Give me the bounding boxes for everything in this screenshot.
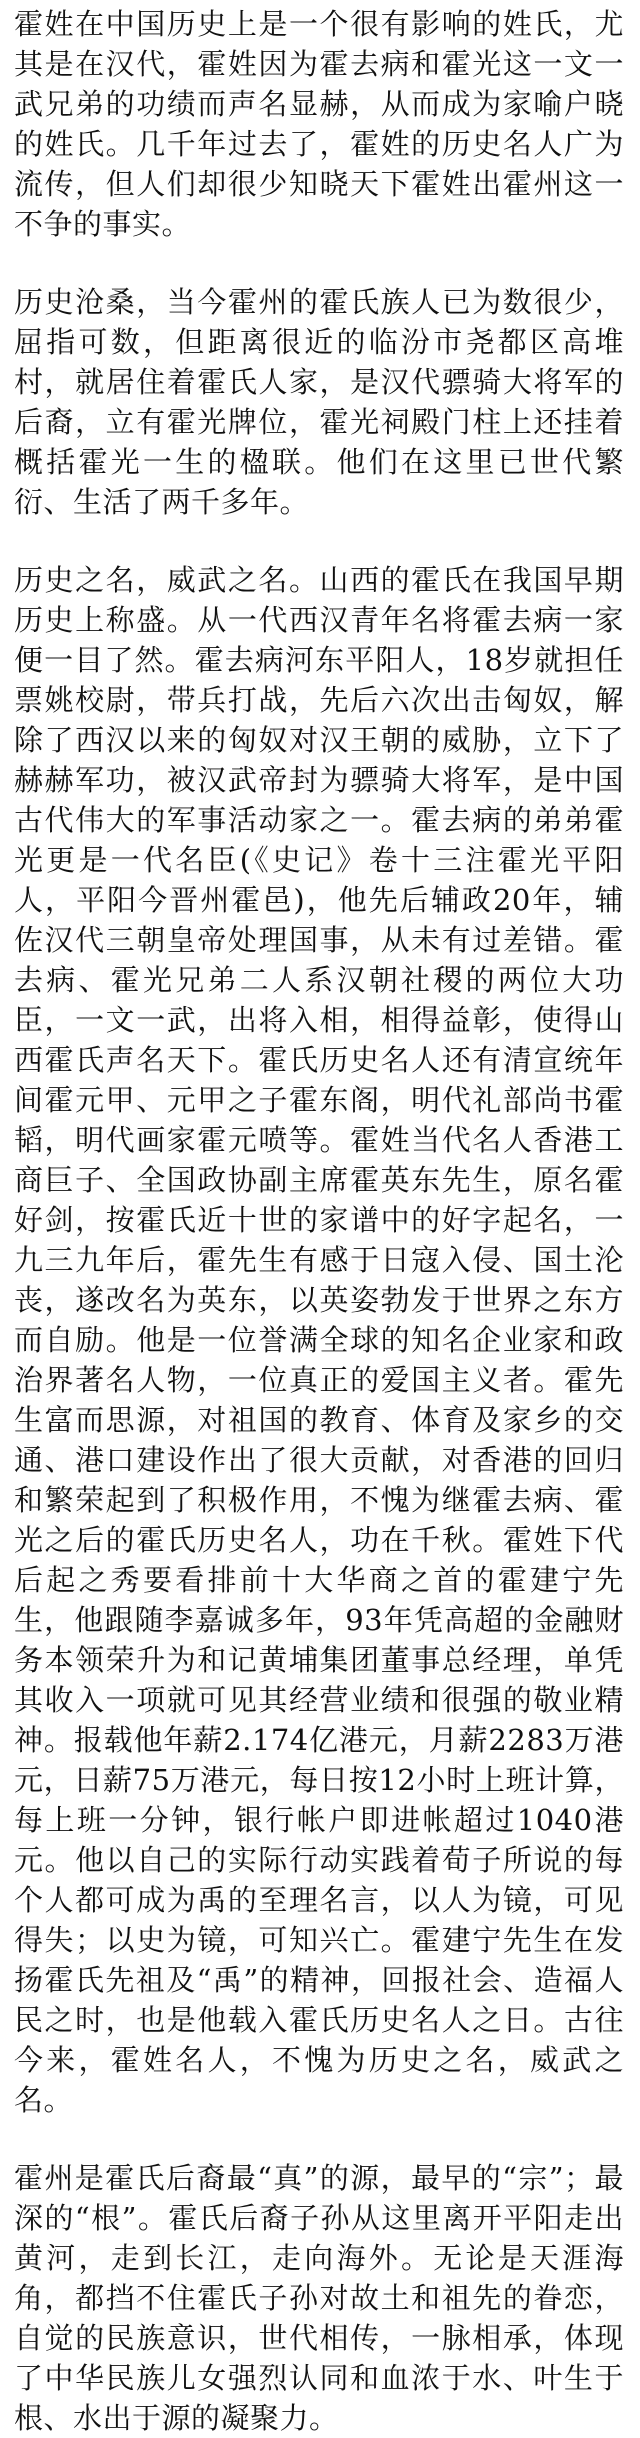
paragraph-intro: 霍姓在中国历史上是一个很有影响的姓氏，尤其是在汉代，霍姓因为霍去病和霍光这一文一武兄弟的功绩而声名显赫，从而成为家喻户晓的姓氏。几千年过去了，霍姓的历史名人广为流传，但人们却很少知晓天下霍姓出霍州这一不争的事实。 (14, 7, 624, 241)
paragraph-history: 历史沧桑，当今霍州的霍氏族人已为数很少，屈指可数，但距离很近的临汾市尧都区高堆村，就居住着霍氏人家，是汉代骠骑大将军的后裔，立有霍光牌位，霍光祠殿门柱上还挂着概括霍光一生的楹联。他们在这里已世代繁衍、生活了两千多年。 (14, 285, 624, 519)
paragraph-origin: 霍州是霍氏后裔最“真”的源，最早的“宗”；最深的“根”。霍氏后裔子孙从这里离开平阳走出黄河，走到长江，走向海外。无论是天涯海角，都挡不住霍氏子孙对故土和祖先的眷恋，自觉的民族意识，世代相传，一脉相承，体现了中华民族儿女强烈认同和血浓于水、叶生于根、水出于源的凝聚力。 (14, 2161, 624, 2435)
paragraph-famous-people: 历史之名，威武之名。山西的霍氏在我国早期历史上称盛。从一代西汉青年名将霍去病一家便一目了然。霍去病河东平阳人，18岁就担任票姚校尉，带兵打战，先后六次出击匈奴，解除了西汉以来的匈奴对汉王朝的威胁，立下了赫赫军功，被汉武帝封为骠骑大将军，是中国古代伟大的军事活动家之一。霍去病的弟弟霍光更是一代名臣(《史记》卷十三注霍光平阳人，平阳今晋州霍邑)，他先后辅政20年，辅佐汉代三朝皇帝处理国事，从未有过差错。霍去病、霍光兄弟二人系汉朝社稷的两位大功臣，一文一武，出将入相，相得益彰，使得山西霍氏声名天下。霍氏历史名人还有清宣统年间霍元甲、元甲之子霍东阁，明代礼部尚书霍韬，明代画家霍元喷等。霍姓当代名人香港工商巨子、全国政协副主席霍英东先生，原名霍好剑，按霍氏近十世的家谱中的好字起名，一九三九年后，霍先生有感于日寇入侵、国土沦丧，遂改名为英东，以英姿勃发于世界之东方而自励。他是一位誉满全球的知名企业家和政治界著名人物，一位真正的爱国主义者。霍先生富而思源，对祖国的教育、体育及家乡的交通、港口建设作出了很大贡献，对香港的回归和繁荣起到了积极作用，不愧为继霍去病、霍光之后的霍氏历史名人，功在千秋。霍姓下代后起之秀要看排前十大华商之首的霍建宁先生，他跟随李嘉诚多年，93年凭高超的金融财务本领荣升为和记黄埔集团董事总经理，单凭其收入一项就可见其经营业绩和很强的敬业精神。报载他年薪2.174亿港元，月薪2283万港元，日薪75万港元，每日按12小时上班计算，每上班一分钟，银行帐户即进帐超过1040港元。他以自己的实际行动实践着荀子所说的每个人都可成为禹的至理名言，以人为镜，可见得失；以史为镜，可知兴亡。霍建宁先生在发扬霍氏先祖及“禹”的精神，回报社会、造福人民之时，也是他载入霍氏历史名人之日。古往今来，霍姓名人，不愧为历史之名，威武之名。 (14, 563, 624, 2117)
